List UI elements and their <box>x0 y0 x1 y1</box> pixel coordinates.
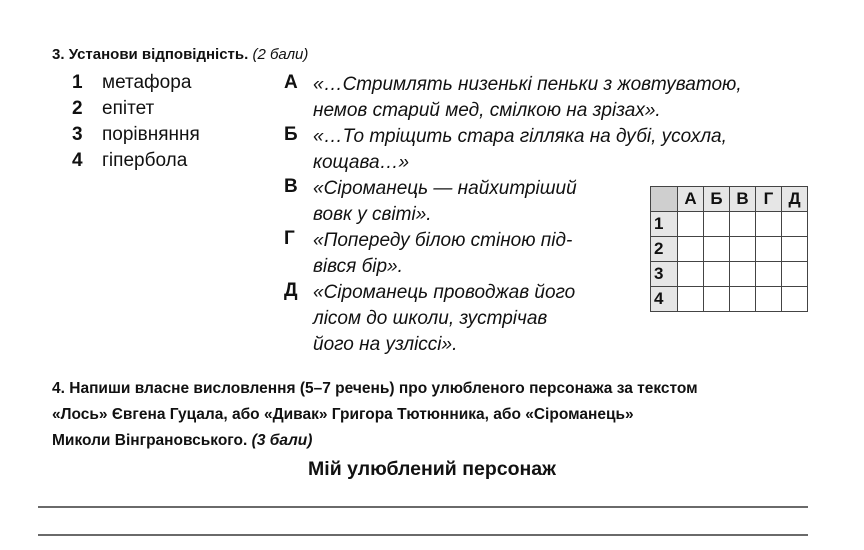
grid-cell[interactable] <box>678 212 704 237</box>
term-label: гіпербола <box>102 150 188 171</box>
answer-line[interactable] <box>38 534 808 536</box>
grid-cell[interactable] <box>782 287 808 312</box>
quote-item <box>284 124 809 176</box>
terms-list <box>72 72 200 176</box>
answer-heading: Мій улюблений персонаж <box>308 458 556 480</box>
quote-text <box>313 72 809 124</box>
grid-row-header: 2 <box>651 237 678 262</box>
task3-title <box>52 46 308 63</box>
term-label: метафора <box>102 72 192 93</box>
task4-line: «Лось» Євгена Гуцала, або «Дивак» Григора Тютюнника, або «Сіроманець» <box>52 406 634 423</box>
term-item <box>72 150 200 176</box>
grid-cell[interactable] <box>678 262 704 287</box>
quote-text <box>313 228 633 280</box>
grid-col-header: В <box>730 187 756 212</box>
task3-number: 3. <box>52 46 65 63</box>
grid-cell[interactable] <box>704 287 730 312</box>
quote-letter: В <box>284 176 298 197</box>
quote-line: вівся бір». <box>313 256 403 277</box>
grid-row <box>651 212 808 237</box>
grid-row-header: 1 <box>651 212 678 237</box>
quote-line: його на узліссі». <box>313 334 458 355</box>
task4-text: Миколи Вінграновського. <box>52 432 248 449</box>
grid-cell[interactable] <box>730 287 756 312</box>
quote-letter: А <box>284 72 298 93</box>
quote-letter: Г <box>284 228 295 249</box>
answer-grid <box>650 186 808 312</box>
grid-cell[interactable] <box>704 262 730 287</box>
quote-text <box>313 280 633 358</box>
task4-prompt <box>52 376 808 454</box>
grid-cell[interactable] <box>782 262 808 287</box>
grid-col-header: Д <box>782 187 808 212</box>
task4-number: 4. <box>52 380 65 397</box>
task4-line <box>52 428 808 454</box>
task4-line <box>52 376 808 402</box>
quote-line: «Сіроманець проводжав його <box>313 282 576 303</box>
grid-cell[interactable] <box>704 237 730 262</box>
quote-line: «…То тріщить стара гілляка на дубі, усохла, <box>313 126 727 147</box>
term-number: 3 <box>72 124 83 145</box>
task3-points: (2 бали) <box>252 46 309 63</box>
grid-cell[interactable] <box>730 237 756 262</box>
quote-line: «Сіроманець — найхитріший <box>313 178 577 199</box>
term-number: 1 <box>72 72 83 93</box>
grid-corner <box>651 187 678 212</box>
grid-row-header: 4 <box>651 287 678 312</box>
grid-row <box>651 237 808 262</box>
grid-cell[interactable] <box>782 237 808 262</box>
task4-points: (3 бали) <box>251 432 313 449</box>
quote-text <box>313 176 633 228</box>
task3-heading: Установи відповідність. <box>68 46 249 63</box>
term-number: 2 <box>72 98 83 119</box>
grid-row <box>651 262 808 287</box>
term-number: 4 <box>72 150 83 171</box>
quote-line: немов старий мед, смілкою на зрізах». <box>313 100 661 121</box>
grid-cell[interactable] <box>704 212 730 237</box>
grid-cell[interactable] <box>756 287 782 312</box>
quote-line: лісом до школи, зустрічав <box>313 308 548 329</box>
grid-cell[interactable] <box>756 212 782 237</box>
term-item <box>72 98 200 124</box>
grid-cell[interactable] <box>756 262 782 287</box>
answer-line[interactable] <box>38 506 808 508</box>
term-label: порівняння <box>102 124 200 145</box>
grid-header-row <box>651 187 808 212</box>
term-label: епітет <box>102 98 155 119</box>
quote-text <box>313 124 809 176</box>
quote-letter: Б <box>284 124 298 145</box>
grid-row-header: 3 <box>651 262 678 287</box>
grid-col-header: Г <box>756 187 782 212</box>
term-item <box>72 72 200 98</box>
grid-cell[interactable] <box>678 287 704 312</box>
quote-line: кощава…» <box>313 152 410 173</box>
term-item <box>72 124 200 150</box>
grid-cell[interactable] <box>756 237 782 262</box>
quote-line: вовк у світі». <box>313 204 432 225</box>
grid-col-header: А <box>678 187 704 212</box>
grid-cell[interactable] <box>730 212 756 237</box>
quote-letter: Д <box>284 280 298 301</box>
grid-cell[interactable] <box>782 212 808 237</box>
quote-line: «…Стримлять низенькі пеньки з жовтуватою, <box>313 74 742 95</box>
quote-item <box>284 72 809 124</box>
task4-text: Напиши власне висловлення (5–7 речень) про улюбленого персонажа за текстом <box>69 380 698 397</box>
grid-cell[interactable] <box>678 237 704 262</box>
grid-row <box>651 287 808 312</box>
grid-col-header: Б <box>704 187 730 212</box>
grid-cell[interactable] <box>730 262 756 287</box>
quote-line: «Попереду білою стіною під- <box>313 230 573 251</box>
